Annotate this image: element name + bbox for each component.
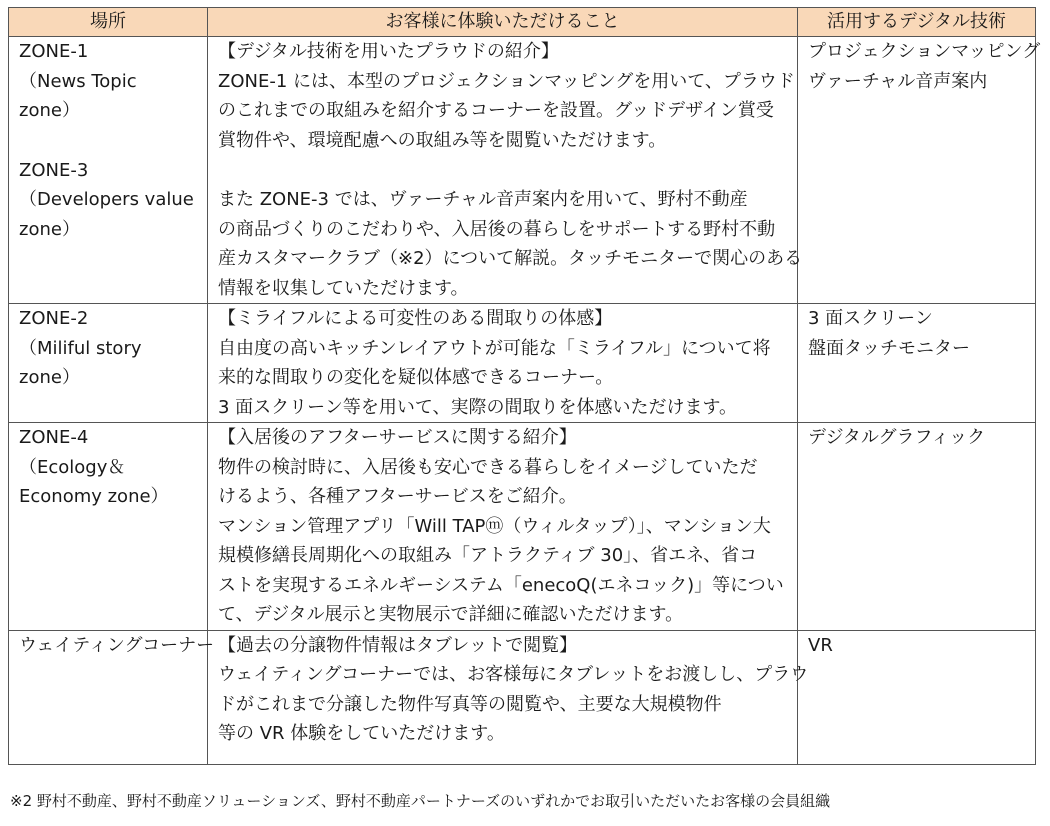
description-line: 3 面スクリーン等を用いて、実際の間取りを体感いただけます。 xyxy=(218,396,738,418)
header-location: 場所 xyxy=(9,8,208,37)
description-heading: 【入居後のアフターサービスに関する紹介】 xyxy=(218,427,577,448)
zone-subtitle: （Miliful story xyxy=(19,337,142,359)
zone-subtitle: Economy zone） xyxy=(19,486,169,507)
zone-name: ウェイティングコーナー xyxy=(19,634,215,656)
tech-item: 3 面スクリーン xyxy=(808,308,933,329)
zone-subtitle: （Developers value xyxy=(19,189,194,210)
description-line: 賞物件や、環境配慮への取組み等を閲覧いただけます。 xyxy=(218,129,667,151)
zone-name: ZONE-2 xyxy=(19,308,89,329)
tech-item: ヴァーチャル音声案内 xyxy=(808,70,988,92)
description-line: 情報を収集していただけます。 xyxy=(218,277,469,299)
zone-name: ZONE-3 xyxy=(19,159,89,181)
experience-table xyxy=(8,7,1041,765)
table-row xyxy=(9,423,1036,631)
description-heading: 【過去の分譲物件情報はタブレットで閲覧】 xyxy=(218,634,578,656)
description-cell xyxy=(208,304,798,423)
zone-subtitle: （News Topic xyxy=(19,70,137,92)
zone-subtitle: zone） xyxy=(19,218,80,240)
location-cell xyxy=(9,630,215,764)
zone-name: ZONE-1 xyxy=(19,41,89,62)
zone-name: ZONE-4 xyxy=(19,427,89,448)
tech-item: 盤面タッチモニター xyxy=(808,337,970,359)
description-cell xyxy=(208,423,798,631)
description-line: けるよう、各種アフターサービスをご紹介。 xyxy=(218,486,577,507)
description-line: また ZONE-3 では、ヴァーチャル音声案内を用いて、野村不動産 xyxy=(218,189,748,210)
tech-item: VR xyxy=(808,634,833,656)
tech-cell xyxy=(798,37,1041,304)
tech-cell xyxy=(798,423,1036,631)
table-row xyxy=(9,630,1036,764)
description-line: 自由度の高いキッチンレイアウトが可能な「ミライフル」について将 xyxy=(218,337,771,359)
location-cell xyxy=(9,37,208,304)
tech-cell xyxy=(798,304,1036,423)
header-experience: お客様に体験いただけること xyxy=(208,8,798,37)
zone-subtitle: （Ecology＆ xyxy=(19,456,126,478)
description-line: 物件の検討時に、入居後も安心できる暮らしをイメージしていただ xyxy=(218,456,758,478)
description-heading: 【デジタル技術を用いたプラウドの紹介】 xyxy=(218,41,559,62)
description-line: 来的な間取りの変化を疑似体感できるコーナー。 xyxy=(218,367,614,388)
zone-subtitle: zone） xyxy=(19,367,80,388)
location-cell xyxy=(9,423,208,631)
tech-cell xyxy=(798,630,1036,764)
description-line: ウェイティングコーナーでは、お客様毎にタブレットをお渡しし、プラウ xyxy=(218,664,809,685)
description-line: ドがこれまで分譲した物件写真等の閲覧や、主要な大規模物件 xyxy=(218,693,722,715)
description-line: マンション管理アプリ「Will TAPⓜ（ウィルタップ）」、マンション大 xyxy=(218,515,771,537)
description-line: 産カスタマークラブ（※2）について解説。タッチモニターで関心のある xyxy=(218,248,803,269)
zone-subtitle: zone） xyxy=(19,100,80,121)
table-row xyxy=(9,304,1036,423)
description-cell xyxy=(208,630,809,764)
description-heading: 【ミライフルによる可変性のある間取りの体感】 xyxy=(218,308,613,329)
description-line: て、デジタル展示と実物展示で詳細に確認いただけます。 xyxy=(218,604,684,625)
description-line: のこれまでの取組みを紹介するコーナーを設置。グッドデザイン賞受 xyxy=(218,100,774,121)
description-line: の商品づくりのこだわりや、入居後の暮らしをサポートする野村不動 xyxy=(218,218,776,240)
footnote: ※2 野村不動産、野村不動産ソリューションズ、野村不動産パートナーズのいずれかでお取引いただいたお客様の会員組織 xyxy=(10,792,831,810)
description-cell xyxy=(208,37,803,304)
table-header-row xyxy=(9,8,1036,37)
tech-item: プロジェクションマッピング xyxy=(808,41,1041,62)
table-row xyxy=(9,37,1036,304)
description-line: ストを実現するエネルギーシステム「enecoQ(エネコック)」等につい xyxy=(218,574,784,596)
tech-item: デジタルグラフィック xyxy=(808,427,986,448)
description-line: 規模修繕長周期化への取組み「アトラクティブ 30」、省エネ、省コ xyxy=(218,545,758,566)
description-line: 等の VR 体験をしていただけます。 xyxy=(218,723,505,744)
description-line: ZONE-1 には、本型のプロジェクションマッピングを用いて、プラウド xyxy=(218,70,795,92)
location-cell xyxy=(9,304,208,423)
header-tech: 活用するデジタル技術 xyxy=(798,8,1036,37)
